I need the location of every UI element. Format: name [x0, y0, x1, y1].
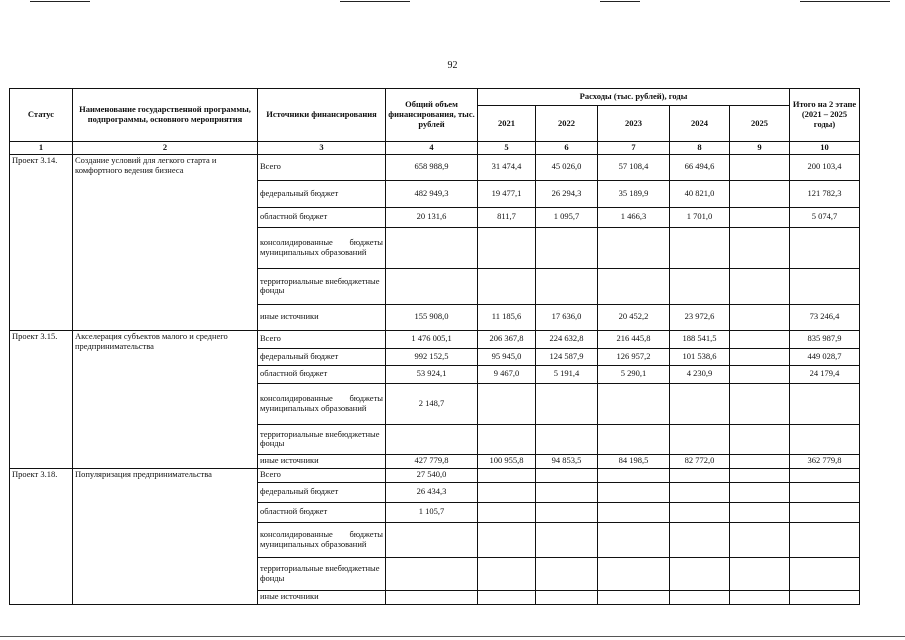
funding-source: областной бюджет	[258, 365, 386, 383]
year-amount-cell	[730, 304, 790, 330]
year-amount-cell	[598, 424, 670, 454]
column-index: 4	[386, 142, 478, 155]
column-index: 5	[478, 142, 536, 155]
year-amount-cell	[478, 383, 536, 424]
total-amount-cell	[386, 557, 478, 590]
stage-total-cell	[790, 268, 860, 304]
column-index: 8	[670, 142, 730, 155]
year-amount-cell	[730, 207, 790, 227]
top-edge-line	[600, 1, 640, 2]
year-amount-cell: 224 632,8	[536, 330, 598, 348]
year-amount-cell	[598, 268, 670, 304]
year-amount-cell: 17 636,0	[536, 304, 598, 330]
column-index: 1	[10, 142, 73, 155]
column-index: 3	[258, 142, 386, 155]
year-amount-cell	[598, 227, 670, 268]
stage-total-cell: 73 246,4	[790, 304, 860, 330]
header-year: 2024	[670, 106, 730, 142]
total-amount-cell	[386, 424, 478, 454]
year-amount-cell	[598, 383, 670, 424]
stage-total-cell	[790, 522, 860, 557]
column-index: 7	[598, 142, 670, 155]
year-amount-cell	[730, 590, 790, 604]
year-amount-cell	[730, 180, 790, 207]
header-total: Общий объем финансирования, тыс. рублей	[386, 89, 478, 142]
stage-total-cell	[790, 468, 860, 482]
funding-source: федеральный бюджет	[258, 482, 386, 502]
year-amount-cell: 4 230,9	[670, 365, 730, 383]
funding-source: Всего	[258, 330, 386, 348]
year-amount-cell	[670, 227, 730, 268]
stage-total-cell	[790, 557, 860, 590]
year-amount-cell	[730, 468, 790, 482]
table-row	[10, 468, 860, 482]
year-amount-cell: 811,7	[478, 207, 536, 227]
stage-total-cell	[790, 227, 860, 268]
year-amount-cell: 84 198,5	[598, 454, 670, 468]
year-amount-cell: 23 972,6	[670, 304, 730, 330]
year-amount-cell	[730, 348, 790, 365]
year-amount-cell: 35 189,9	[598, 180, 670, 207]
total-amount-cell: 27 540,0	[386, 468, 478, 482]
header-expenses-group: Расходы (тыс. рублей), годы	[478, 89, 790, 106]
header-itogo: Итого на 2 этапе (2021 – 2025 годы)	[790, 89, 860, 142]
stage-total-cell: 449 028,7	[790, 348, 860, 365]
year-amount-cell: 26 294,3	[536, 180, 598, 207]
year-amount-cell	[536, 424, 598, 454]
financing-table	[9, 88, 860, 605]
year-amount-cell: 100 955,8	[478, 454, 536, 468]
total-amount-cell	[386, 227, 478, 268]
year-amount-cell	[598, 590, 670, 604]
funding-source: территориальные внебюджетные фонды	[258, 557, 386, 590]
stage-total-cell: 121 782,3	[790, 180, 860, 207]
year-amount-cell: 1 466,3	[598, 207, 670, 227]
year-amount-cell	[478, 468, 536, 482]
funding-source: Всего	[258, 154, 386, 180]
year-amount-cell	[670, 468, 730, 482]
header-name: Наименование государственной программы, подпрограммы, основного мероприятия	[73, 89, 258, 142]
year-amount-cell	[730, 383, 790, 424]
year-amount-cell: 57 108,4	[598, 154, 670, 180]
year-amount-cell: 216 445,8	[598, 330, 670, 348]
top-edge-line	[30, 1, 90, 2]
page-number: 92	[447, 60, 458, 71]
stage-total-cell	[790, 590, 860, 604]
year-amount-cell	[730, 454, 790, 468]
top-edge-line	[800, 1, 890, 2]
project-name: Создание условий для легкого старта и комфортного ведения бизнеса	[73, 154, 258, 330]
total-amount-cell: 1 105,7	[386, 502, 478, 522]
year-amount-cell	[536, 590, 598, 604]
funding-source: территориальные внебюджетные фонды	[258, 424, 386, 454]
year-amount-cell	[730, 330, 790, 348]
year-amount-cell	[670, 522, 730, 557]
year-amount-cell: 124 587,9	[536, 348, 598, 365]
top-edge-line	[340, 1, 410, 2]
funding-source: федеральный бюджет	[258, 180, 386, 207]
year-amount-cell: 31 474,4	[478, 154, 536, 180]
total-amount-cell	[386, 268, 478, 304]
year-amount-cell	[730, 502, 790, 522]
funding-source: иные источники	[258, 454, 386, 468]
funding-source: иные источники	[258, 590, 386, 604]
year-amount-cell	[536, 268, 598, 304]
year-amount-cell	[536, 557, 598, 590]
year-amount-cell	[478, 268, 536, 304]
total-amount-cell: 1 476 005,1	[386, 330, 478, 348]
funding-source: консолидированные бюджеты муниципальных образований	[258, 383, 386, 424]
year-amount-cell	[536, 482, 598, 502]
table-row	[10, 330, 860, 348]
year-amount-cell: 188 541,5	[670, 330, 730, 348]
year-amount-cell: 126 957,2	[598, 348, 670, 365]
stage-total-cell	[790, 383, 860, 424]
year-amount-cell	[598, 468, 670, 482]
total-amount-cell: 2 148,7	[386, 383, 478, 424]
year-amount-cell	[730, 424, 790, 454]
year-amount-cell	[730, 227, 790, 268]
project-status: Проект 3.15.	[10, 330, 73, 468]
bottom-edge-line	[0, 636, 905, 637]
year-amount-cell	[478, 522, 536, 557]
year-amount-cell: 5 290,1	[598, 365, 670, 383]
project-status: Проект 3.14.	[10, 154, 73, 330]
total-amount-cell: 53 924,1	[386, 365, 478, 383]
total-amount-cell: 20 131,6	[386, 207, 478, 227]
table-row	[10, 154, 860, 180]
year-amount-cell	[536, 383, 598, 424]
year-amount-cell	[598, 482, 670, 502]
stage-total-cell: 24 179,4	[790, 365, 860, 383]
stage-total-cell	[790, 424, 860, 454]
year-amount-cell	[478, 482, 536, 502]
year-amount-cell	[730, 522, 790, 557]
year-amount-cell	[730, 557, 790, 590]
year-amount-cell	[670, 482, 730, 502]
year-amount-cell	[670, 590, 730, 604]
project-name: Акселерация субъектов малого и среднего предпринимательства	[73, 330, 258, 468]
year-amount-cell	[478, 502, 536, 522]
column-index: 2	[73, 142, 258, 155]
stage-total-cell: 5 074,7	[790, 207, 860, 227]
header-year: 2021	[478, 106, 536, 142]
table-body	[10, 154, 860, 604]
total-amount-cell: 482 949,3	[386, 180, 478, 207]
header-year: 2025	[730, 106, 790, 142]
total-amount-cell: 992 152,5	[386, 348, 478, 365]
year-amount-cell: 1 095,7	[536, 207, 598, 227]
stage-total-cell	[790, 502, 860, 522]
year-amount-cell: 82 772,0	[670, 454, 730, 468]
year-amount-cell	[670, 424, 730, 454]
column-index: 6	[536, 142, 598, 155]
year-amount-cell	[536, 468, 598, 482]
year-amount-cell	[536, 227, 598, 268]
year-amount-cell	[730, 268, 790, 304]
total-amount-cell: 658 988,9	[386, 154, 478, 180]
year-amount-cell	[478, 424, 536, 454]
header-year: 2023	[598, 106, 670, 142]
year-amount-cell	[478, 557, 536, 590]
total-amount-cell	[386, 522, 478, 557]
header-sources: Источники финансирования	[258, 89, 386, 142]
year-amount-cell: 95 945,0	[478, 348, 536, 365]
stage-total-cell: 835 987,9	[790, 330, 860, 348]
year-amount-cell	[730, 482, 790, 502]
year-amount-cell: 19 477,1	[478, 180, 536, 207]
funding-source: консолидированные бюджеты муниципальных образований	[258, 522, 386, 557]
funding-source: консолидированные бюджеты муниципальных образований	[258, 227, 386, 268]
year-amount-cell: 40 821,0	[670, 180, 730, 207]
year-amount-cell	[478, 590, 536, 604]
year-amount-cell: 94 853,5	[536, 454, 598, 468]
year-amount-cell: 5 191,4	[536, 365, 598, 383]
funding-source: федеральный бюджет	[258, 348, 386, 365]
year-amount-cell	[598, 522, 670, 557]
header-status: Статус	[10, 89, 73, 142]
year-amount-cell: 9 467,0	[478, 365, 536, 383]
column-index: 10	[790, 142, 860, 155]
project-name: Популяризация предпринимательства	[73, 468, 258, 604]
funding-source: территориальные внебюджетные фонды	[258, 268, 386, 304]
year-amount-cell	[670, 557, 730, 590]
year-amount-cell: 45 026,0	[536, 154, 598, 180]
stage-total-cell	[790, 482, 860, 502]
funding-source: иные источники	[258, 304, 386, 330]
funding-source: областной бюджет	[258, 502, 386, 522]
column-index: 9	[730, 142, 790, 155]
total-amount-cell: 155 908,0	[386, 304, 478, 330]
total-amount-cell: 26 434,3	[386, 482, 478, 502]
year-amount-cell: 20 452,2	[598, 304, 670, 330]
year-amount-cell	[478, 227, 536, 268]
year-amount-cell	[598, 557, 670, 590]
year-amount-cell: 66 494,6	[670, 154, 730, 180]
project-status: Проект 3.18.	[10, 468, 73, 604]
year-amount-cell: 11 185,6	[478, 304, 536, 330]
header-year: 2022	[536, 106, 598, 142]
stage-total-cell: 362 779,8	[790, 454, 860, 468]
year-amount-cell	[670, 502, 730, 522]
year-amount-cell	[536, 502, 598, 522]
year-amount-cell	[730, 154, 790, 180]
funding-source: Всего	[258, 468, 386, 482]
year-amount-cell: 206 367,8	[478, 330, 536, 348]
total-amount-cell: 427 779,8	[386, 454, 478, 468]
year-amount-cell: 101 538,6	[670, 348, 730, 365]
year-amount-cell	[598, 502, 670, 522]
funding-source: областной бюджет	[258, 207, 386, 227]
stage-total-cell: 200 103,4	[790, 154, 860, 180]
year-amount-cell	[730, 365, 790, 383]
year-amount-cell	[670, 268, 730, 304]
year-amount-cell	[536, 522, 598, 557]
year-amount-cell	[670, 383, 730, 424]
total-amount-cell	[386, 590, 478, 604]
year-amount-cell: 1 701,0	[670, 207, 730, 227]
